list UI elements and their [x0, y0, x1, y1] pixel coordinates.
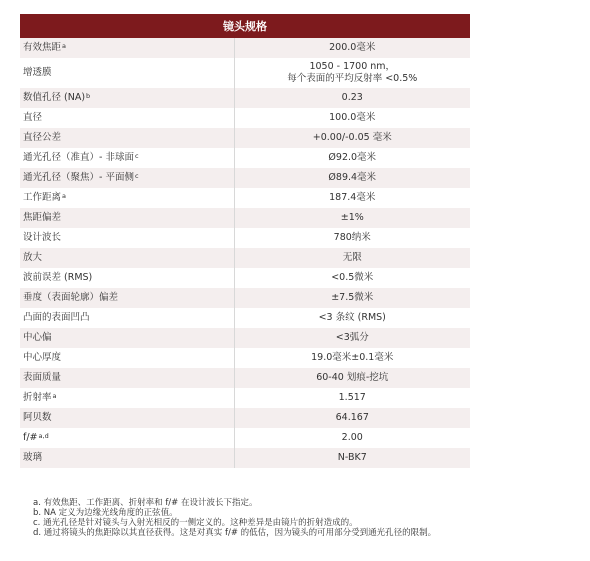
table-row: [20, 58, 470, 88]
footnote-item: a. 有效焦距、工作距离、折射率和 f/# 在设计波长下指定。: [33, 498, 258, 508]
table-row: [20, 108, 470, 128]
spec-label: 增透膜: [23, 67, 52, 78]
spec-label-cell: [20, 408, 234, 428]
table-row: [20, 128, 470, 148]
spec-value-cell: [234, 308, 470, 328]
spec-value-cell: [234, 408, 470, 428]
spec-label-cell: [20, 428, 234, 448]
spec-value: 60-40 划痕-挖坑: [316, 372, 389, 383]
footnote-item: b. NA 定义为边缘光线角度的正弦值。: [33, 508, 178, 518]
spec-label-cell: [20, 208, 234, 228]
table-row: [20, 388, 470, 408]
table-row: [20, 268, 470, 288]
table-row: [20, 148, 470, 168]
spec-label: 通光孔径（准直）- 非球面: [23, 152, 134, 163]
footnote-marker: b: [86, 92, 91, 100]
table-row: [20, 428, 470, 448]
spec-label-cell: [20, 108, 234, 128]
spec-label-cell: [20, 308, 234, 328]
table-row: [20, 38, 470, 58]
spec-label: 数值孔径 (NA): [23, 92, 86, 103]
spec-value-cell: [234, 128, 470, 148]
spec-label: 阿贝数: [23, 412, 52, 423]
spec-label-cell: [20, 58, 234, 88]
spec-value: 64.167: [335, 412, 369, 423]
spec-label: 凸面的表面凹凸: [23, 312, 90, 323]
spec-label: 折射率: [23, 392, 52, 403]
spec-value: 2.00: [341, 432, 363, 443]
spec-label-cell: [20, 368, 234, 388]
spec-label-cell: [20, 388, 234, 408]
spec-value-cell: [234, 248, 470, 268]
spec-value-cell: [234, 208, 470, 228]
table-row: [20, 288, 470, 308]
table-row: [20, 188, 470, 208]
spec-value-cell: [234, 168, 470, 188]
table-row: [20, 208, 470, 228]
spec-label: 表面质量: [23, 372, 62, 383]
spec-value: 1.517: [338, 392, 366, 403]
spec-label-cell: [20, 328, 234, 348]
spec-label: 波前误差 (RMS): [23, 272, 93, 283]
spec-label-cell: [20, 348, 234, 368]
footnotes: [33, 498, 578, 538]
spec-label-cell: [20, 168, 234, 188]
spec-label-cell: [20, 288, 234, 308]
spec-label: 放大: [23, 252, 43, 263]
spec-value: ±7.5微米: [331, 292, 374, 303]
spec-label: 中心厚度: [23, 352, 62, 363]
spec-label: 工作距离: [23, 192, 62, 203]
spec-value: 0.23: [341, 92, 363, 103]
table-row: [20, 368, 470, 388]
table-row: [20, 248, 470, 268]
spec-label: 中心偏: [23, 332, 52, 343]
spec-value-cell: [234, 328, 470, 348]
spec-label: f/#: [23, 432, 38, 443]
footnote-marker: c: [134, 172, 139, 180]
spec-label: 有效焦距: [23, 42, 62, 53]
table-header-row: [20, 14, 470, 38]
spec-value-cell: [234, 348, 470, 368]
footnote-marker: a: [62, 192, 66, 200]
spec-value-cell: [234, 38, 470, 58]
footnote-item: d. 通过将镜头的焦距除以其直径获得。这是对真实 f/# 的低估，因为镜头的可用部分受到通光孔径的限制。: [33, 528, 437, 538]
spec-value-cell: [234, 108, 470, 128]
spec-label-cell: [20, 448, 234, 468]
spec-value-cell: [234, 368, 470, 388]
spec-value-cell: [234, 388, 470, 408]
table-body: [20, 38, 470, 468]
spec-label: 设计波长: [23, 232, 62, 243]
lens-spec-table: [20, 14, 470, 468]
spec-value: 780纳米: [333, 232, 371, 243]
spec-value: 100.0毫米: [329, 112, 376, 123]
spec-value: 200.0毫米: [329, 42, 376, 53]
spec-value-cell: [234, 58, 470, 88]
spec-label-cell: [20, 228, 234, 248]
spec-label: 垂度（表面轮廓）偏差: [23, 292, 119, 303]
table-row: [20, 448, 470, 468]
spec-value: N-BK7: [337, 452, 367, 463]
spec-value-cell: [234, 148, 470, 168]
footnote-marker: a,d: [38, 432, 49, 440]
spec-label: 直径: [23, 112, 43, 123]
table-row: [20, 348, 470, 368]
spec-value: 无限: [342, 252, 362, 263]
footnote-marker: a: [52, 392, 57, 400]
spec-label-cell: [20, 268, 234, 288]
table-row: [20, 408, 470, 428]
spec-label-cell: [20, 248, 234, 268]
spec-label-cell: [20, 128, 234, 148]
spec-value: 19.0毫米±0.1毫米: [311, 352, 394, 363]
table-title: 镜头规格: [20, 14, 470, 38]
spec-value: Ø92.0毫米: [328, 152, 377, 163]
spec-value: <3 条纹 (RMS): [318, 312, 386, 323]
spec-label: 玻璃: [23, 452, 43, 463]
spec-value: 187.4毫米: [329, 192, 376, 203]
spec-value-cell: [234, 428, 470, 448]
spec-value: +0.00/-0.05 毫米: [312, 132, 392, 143]
spec-value: Ø89.4毫米: [328, 172, 377, 183]
table-row: [20, 308, 470, 328]
table-row: [20, 88, 470, 108]
spec-value: ±1%: [340, 212, 364, 223]
spec-value-cell: [234, 228, 470, 248]
spec-value: <0.5微米: [331, 272, 374, 283]
spec-value-line2: 每个表面的平均反射率 <0.5%: [287, 73, 418, 84]
spec-value-cell: [234, 188, 470, 208]
spec-label-cell: [20, 188, 234, 208]
spec-label-cell: [20, 88, 234, 108]
spec-label-cell: [20, 148, 234, 168]
spec-value-cell: [234, 268, 470, 288]
spec-label: 通光孔径（聚焦）- 平面侧: [23, 172, 134, 183]
spec-label: 焦距偏差: [23, 212, 62, 223]
table-row: [20, 328, 470, 348]
table-row: [20, 168, 470, 188]
spec-value-cell: [234, 88, 470, 108]
footnote-item: c. 通光孔径是针对镜头与入射光相反的一侧定义的。这种差异是由镜片的折射造成的。: [33, 518, 358, 528]
spec-label-cell: [20, 38, 234, 58]
spec-value-cell: [234, 288, 470, 308]
spec-label: 直径公差: [23, 132, 62, 143]
spec-value: <3弧分: [335, 332, 369, 343]
spec-value: 1050 - 1700 nm，: [309, 61, 396, 72]
spec-value-cell: [234, 448, 470, 468]
footnote-marker: a: [62, 42, 66, 50]
footnote-marker: c: [134, 152, 139, 160]
table-row: [20, 228, 470, 248]
